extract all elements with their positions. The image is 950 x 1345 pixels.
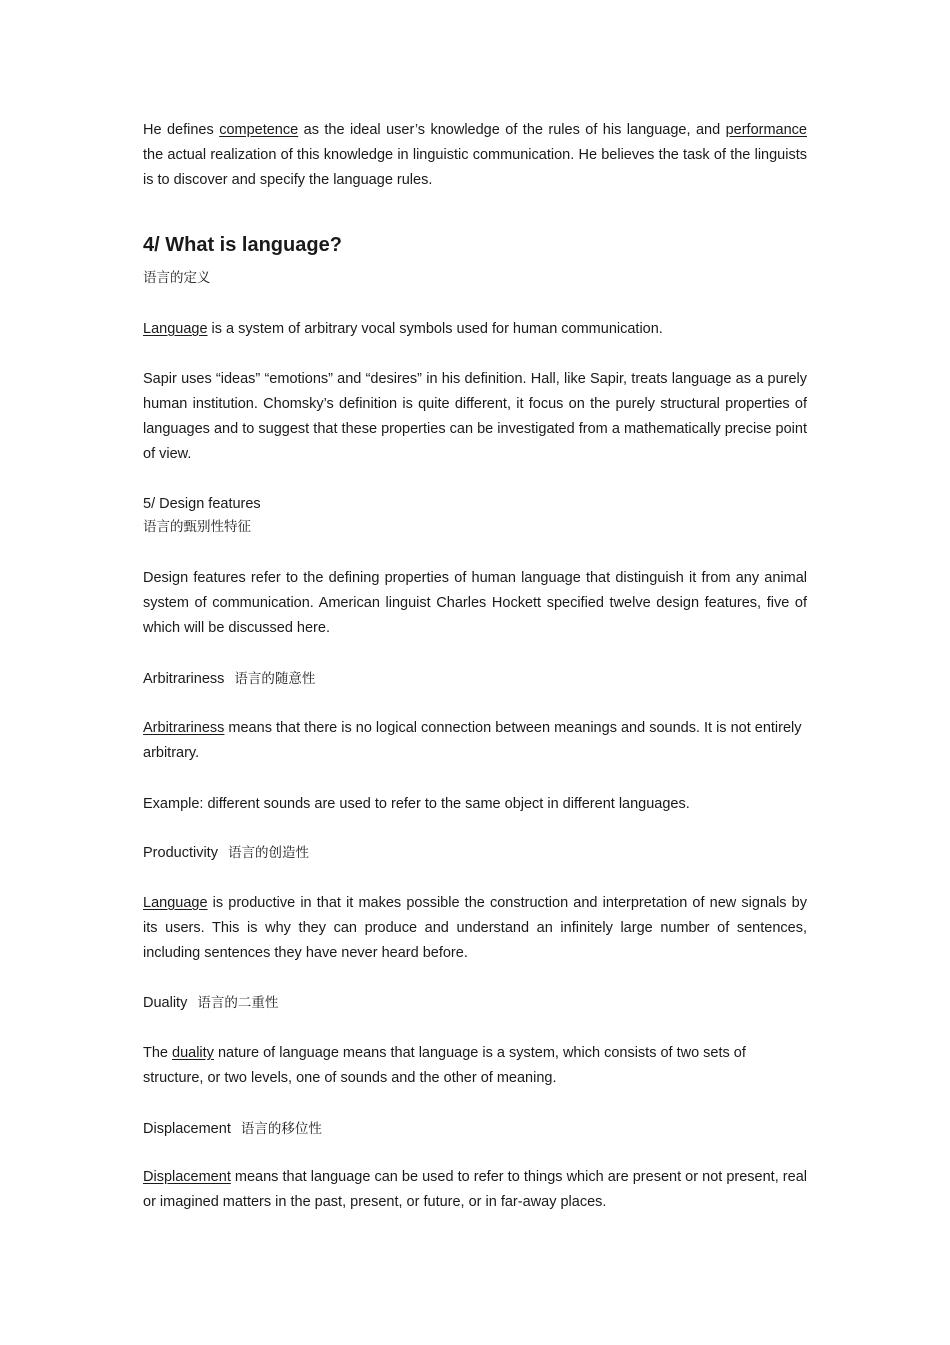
section-heading-chinese: 语言的定义 [143, 270, 211, 286]
term-competence: competence [219, 122, 299, 138]
subheading-productivity [143, 841, 807, 866]
text-segment: means that language can be used to refer to things which are present or not present, real or imagined matters in the past, present, or future, or in far-away places. [143, 1169, 807, 1210]
subheading-title: Productivity [143, 845, 218, 861]
text-segment: nature of language means that language is a system, which consists of two sets of structure, or two levels, one of sounds and the other of meaning. [143, 1045, 746, 1086]
duality-paragraph [143, 1041, 807, 1091]
arbitrariness-paragraph [143, 716, 807, 766]
section-heading-chinese: 语言的甄别性特征 [143, 519, 251, 535]
term-displacement: Displacement [143, 1169, 231, 1185]
competence-performance-paragraph [143, 118, 807, 193]
subheading-displacement [143, 1117, 807, 1142]
design-features-paragraph: Design features refer to the defining properties of human language that distinguish it from any animal system of communication. American linguist Charles Hockett specified twelve design features, five of which will be discussed here. [143, 570, 807, 636]
text-segment: is a system of arbitrary vocal symbols used for human communication. [207, 321, 663, 337]
term-language: Language [143, 321, 208, 337]
language-definition-paragraph [143, 317, 807, 342]
text-segment: is productive in that it makes possible the construction and interpretation of new signals by its users. This is why they can produce and understand an infinitely large number of sentences, including sentences they have never heard before. [143, 895, 807, 961]
section-heading-design-features: 5/ Design features [143, 496, 261, 512]
text-segment: The [143, 1045, 173, 1061]
subheading-chinese: 语言的二重性 [197, 995, 279, 1011]
subheading-chinese: 语言的随意性 [234, 671, 316, 687]
subheading-chinese: 语言的创造性 [227, 845, 309, 861]
term-performance: performance [725, 122, 807, 138]
subheading-title: Duality [143, 995, 188, 1011]
subheading-arbitrariness [143, 667, 807, 692]
sapir-hall-chomsky-paragraph: Sapir uses “ideas” “emotions” and “desires” in his definition. Hall, like Sapir, treats language as a purely human institution. Chomsky’s definition is quite different, it focus on the purely structural properties of languages and to suggest that these properties can be investigated from a mathematically precise point of view. [143, 371, 807, 462]
text-segment: the actual realization of this knowledge in linguistic communication. He believes the task of the linguists is to discover and specify the language rules. [143, 147, 807, 188]
arbitrariness-example: Example: different sounds are used to refer to the same object in different languages. [143, 796, 690, 812]
text-segment: He defines [143, 122, 220, 138]
term-duality: duality [172, 1045, 214, 1061]
subheading-duality [143, 991, 807, 1016]
text-segment: means that there is no logical connection between meanings and sounds. It is not entirely arbitrary. [143, 720, 802, 761]
subheading-title: Arbitrariness [143, 671, 225, 687]
productivity-paragraph [143, 891, 807, 966]
displacement-paragraph [143, 1165, 807, 1215]
term-language: Language [143, 895, 208, 911]
subheading-title: Displacement [143, 1121, 231, 1137]
subheading-chinese: 语言的移位性 [240, 1121, 322, 1137]
section-heading-what-is-language: 4/ What is language? [143, 234, 342, 256]
term-arbitrariness: Arbitrariness [143, 720, 225, 736]
text-segment: as the ideal user’s knowledge of the rules of his language, and [298, 122, 726, 138]
